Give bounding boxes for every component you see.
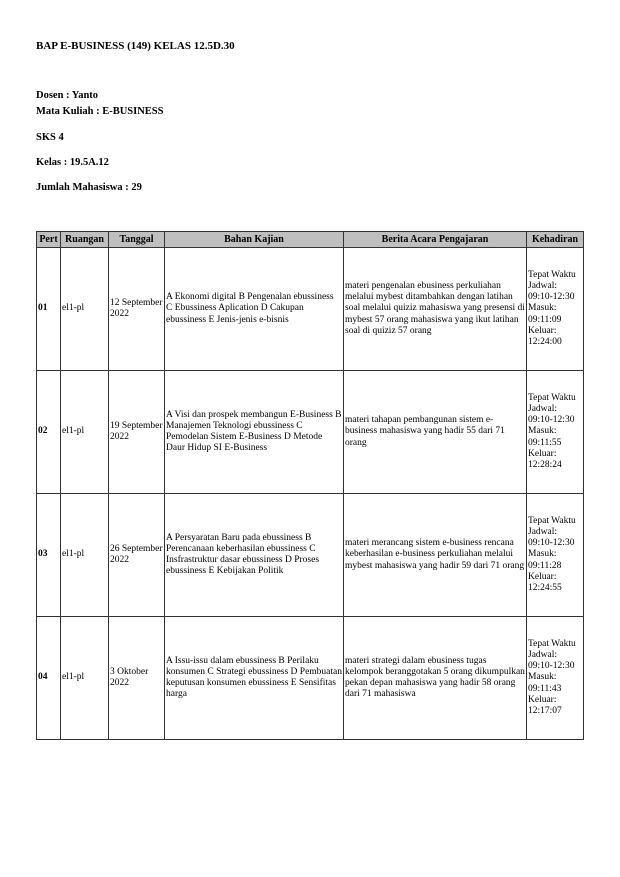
header-pert: Pert — [37, 232, 61, 248]
mata-kuliah-line: Mata Kuliah : E-BUSINESS — [36, 106, 164, 117]
header-kehadiran: Kehadiran — [527, 232, 584, 248]
kelas-line: Kelas : 19.5A.12 — [36, 157, 109, 168]
header-ruangan: Ruangan — [61, 232, 109, 248]
document-title: BAP E-BUSINESS (149) KELAS 12.5D.30 — [36, 40, 235, 52]
table-row — [37, 617, 584, 740]
table-header-row — [37, 232, 584, 248]
cell-berita-acara: materi pengenalan ebusiness perkuliahan melalui mybest ditambahkan dengan latihan soal melalui quiziz mahasiswa yang presensi di mybest 57 orang mahasiswa yang ikut latihan soal di quiziz 57 orang — [344, 248, 527, 371]
cell-tanggal: 3 Oktober 2022 — [109, 617, 165, 740]
header-bahan-kajian: Bahan Kajian — [165, 232, 344, 248]
cell-kehadiran: Tepat Waktu Jadwal: 09:10-12:30 Masuk: 09:11:28 Keluar: 12:24:55 — [527, 494, 584, 617]
cell-berita-acara: materi merancang sistem e-business rencana keberhasilan e-business perkuliahan melalui mybest mahasiswa yang hadir 59 dari 71 orang — [344, 494, 527, 617]
header-berita-acara: Berita Acara Pengajaran — [344, 232, 527, 248]
cell-ruangan: el1-pl — [61, 617, 109, 740]
cell-pert: 04 — [37, 617, 61, 740]
cell-berita-acara: materi tahapan pembangunan sistem e-business mahasiswa yang hadir 55 dari 71 orang — [344, 371, 527, 494]
cell-bahan-kajian: A Issu-issu dalam ebussiness B Perilaku konsumen C Strategi ebussiness D Pembuatan keputusan konsumen ebussiness E Sensifitas harga — [165, 617, 344, 740]
cell-kehadiran: Tepat Waktu Jadwal: 09:10-12:30 Masuk: 09:11:55 Keluar: 12:28:24 — [527, 371, 584, 494]
cell-kehadiran: Tepat Waktu Jadwal: 09:10-12:30 Masuk: 09:11:09 Keluar: 12:24:00 — [527, 248, 584, 371]
cell-pert: 01 — [37, 248, 61, 371]
cell-tanggal: 19 September 2022 — [109, 371, 165, 494]
cell-ruangan: el1-pl — [61, 494, 109, 617]
cell-ruangan: el1-pl — [61, 248, 109, 371]
cell-bahan-kajian: A Ekonomi digital B Pengenalan ebussiness C Ebussiness Aplication D Cakupan ebussiness E Jenis-jenis e-bisnis — [165, 248, 344, 371]
table-row — [37, 248, 584, 371]
table-row — [37, 494, 584, 617]
cell-kehadiran: Tepat Waktu Jadwal: 09:10-12:30 Masuk: 09:11:43 Keluar: 12:17:07 — [527, 617, 584, 740]
attendance-table — [36, 231, 584, 740]
dosen-line: Dosen : Yanto — [36, 90, 99, 101]
cell-tanggal: 12 September 2022 — [109, 248, 165, 371]
cell-bahan-kajian: A Visi dan prospek membangun E-Business B Manajemen Teknologi ebussiness C Pemodelan Sistem E-Business D Metode Daur Hidup SI E-Business — [165, 371, 344, 494]
cell-pert: 02 — [37, 371, 61, 494]
header-tanggal: Tanggal — [109, 232, 165, 248]
cell-bahan-kajian: A Persyaratan Baru pada ebussiness B Perencanaan keberhasilan ebussiness C Insfrastruktur dasar ebussiness D Proses ebussiness E Kebijakan Politik — [165, 494, 344, 617]
cell-ruangan: el1-pl — [61, 371, 109, 494]
cell-pert: 03 — [37, 494, 61, 617]
sks-line: SKS 4 — [36, 132, 64, 143]
cell-tanggal: 26 September 2022 — [109, 494, 165, 617]
cell-berita-acara: materi strategi dalam ebusiness tugas kelompok beranggotakan 5 orang dikumpulkan pekan depan mahasiswa yang hadir 58 orang dari 71 mahasiswa — [344, 617, 527, 740]
jumlah-mahasiswa-line: Jumlah Mahasiswa : 29 — [36, 182, 142, 193]
table-row — [37, 371, 584, 494]
